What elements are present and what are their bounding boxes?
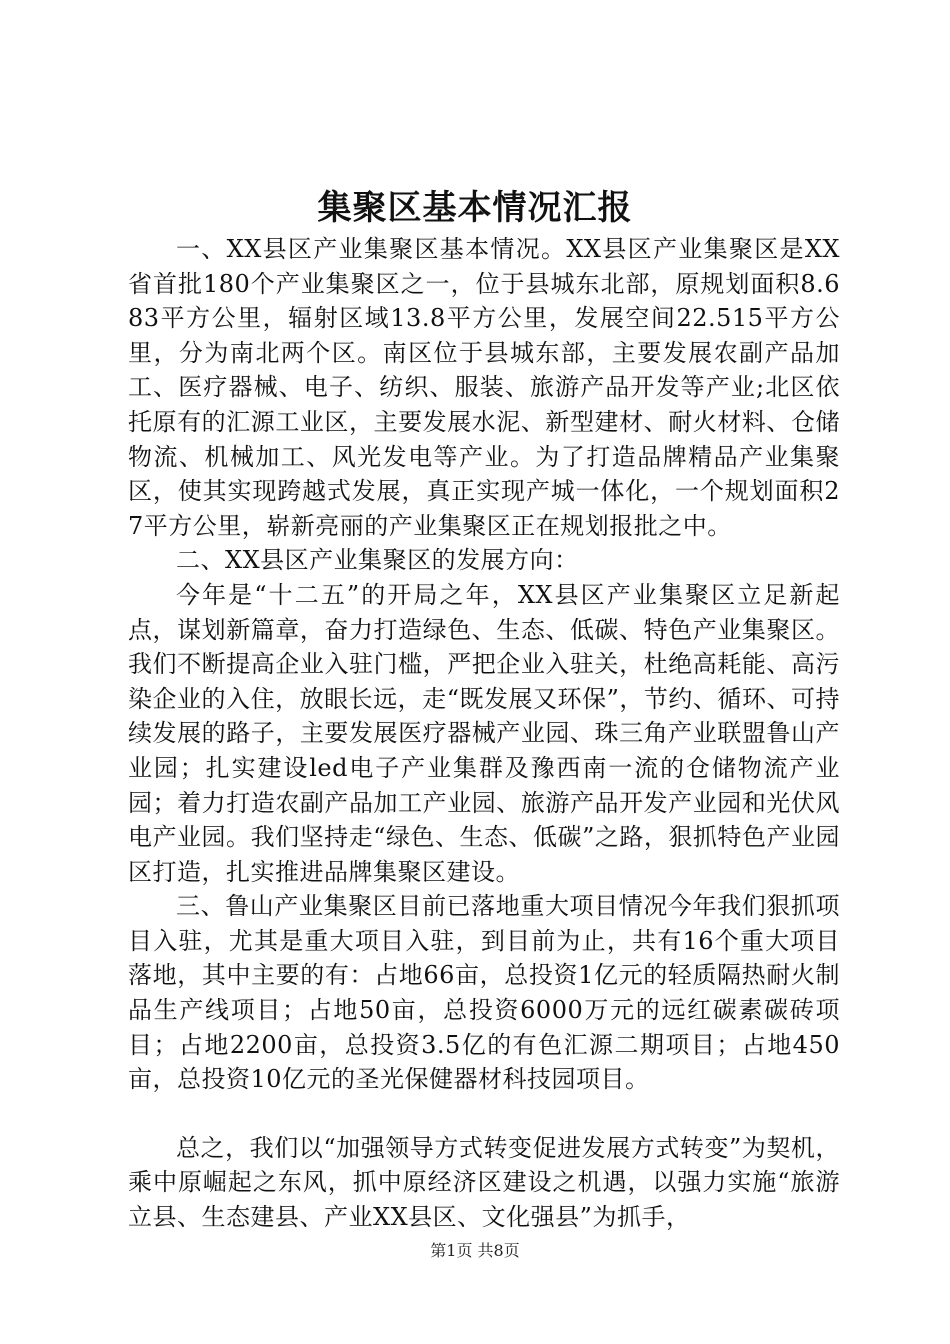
paragraph-section-one: 一、XX县区产业集聚区基本情况。XX县区产业集聚区是XX省首批180个产业集聚区之一，位于县城东北部，原规划面积8.683平方公里，辐射区域13.8平方公里，发展空间22.515平方公里，分为南北两个区。南区位于县城东部，主要发展农副产品加工、医疗器械、电子、纺织、服装、旅游产品开发等产业;北区依托原有的汇源工业区，主要发展水泥、新型建材、耐火材料、仓储物流、机械加工、风光发电等产业。为了打造品牌精品产业集聚区，使其实现跨越式发展，真正实现产城一体化，一个规划面积27平方公里，崭新亮丽的产业集聚区正在规划报批之中。 [128,235,840,540]
paragraph-section-two-heading: 二、XX县区产业集聚区的发展方向： [176,546,579,575]
document-title: 集聚区基本情况汇报 [317,188,633,228]
paragraph-summary: 总之，我们以“加强领导方式转变促进发展方式转变”为契机，乘中原崛起之东风，抓中原经济区建设之机遇，以强力实施“旅游立县、生态建县、产业XX县区、文化强县”为抓手， [128,1133,840,1232]
paragraph-development-direction: 今年是“十二五”的开局之年，XX县区产业集聚区立足新起点，谋划新篇章，奋力打造绿色、生态、低碳、特色产业集聚区。我们不断提高企业入驻门槛，严把企业入驻关，杜绝高耗能、高污染企业的入住，放眼长远，走“既发展又环保”，节约、循环、可持续发展的路子，主要发展医疗器械产业园、珠三角产业联盟鲁山产业园；扎实建设led电子产业集群及豫西南一流的仓储物流产业园；着力打造农副产品加工产业园、旅游产品开发产业园和光伏风电产业园。我们坚持走“绿色、生态、低碳”之路，狠抓特色产业园区打造，扎实推进品牌集聚区建设。 [128,580,840,886]
document-body [128,232,840,1235]
paragraph-section-three: 三、鲁山产业集聚区目前已落地重大项目情况今年我们狠抓项目入驻，尤其是重大项目入驻，到目前为止，共有16个重大项目落地，其中主要的有：占地66亩，总投资1亿元的轻质隔热耐火制品生产线项目；占地50亩，总投资6000万元的远红碳素碳砖项目；占地2200亩，总投资3.5亿的有色汇源二期项目；占地450亩，总投资10亿元的圣光保健器材科技园项目。 [128,892,840,1094]
page-number-footer: 第1页 共8页 [430,1241,520,1260]
